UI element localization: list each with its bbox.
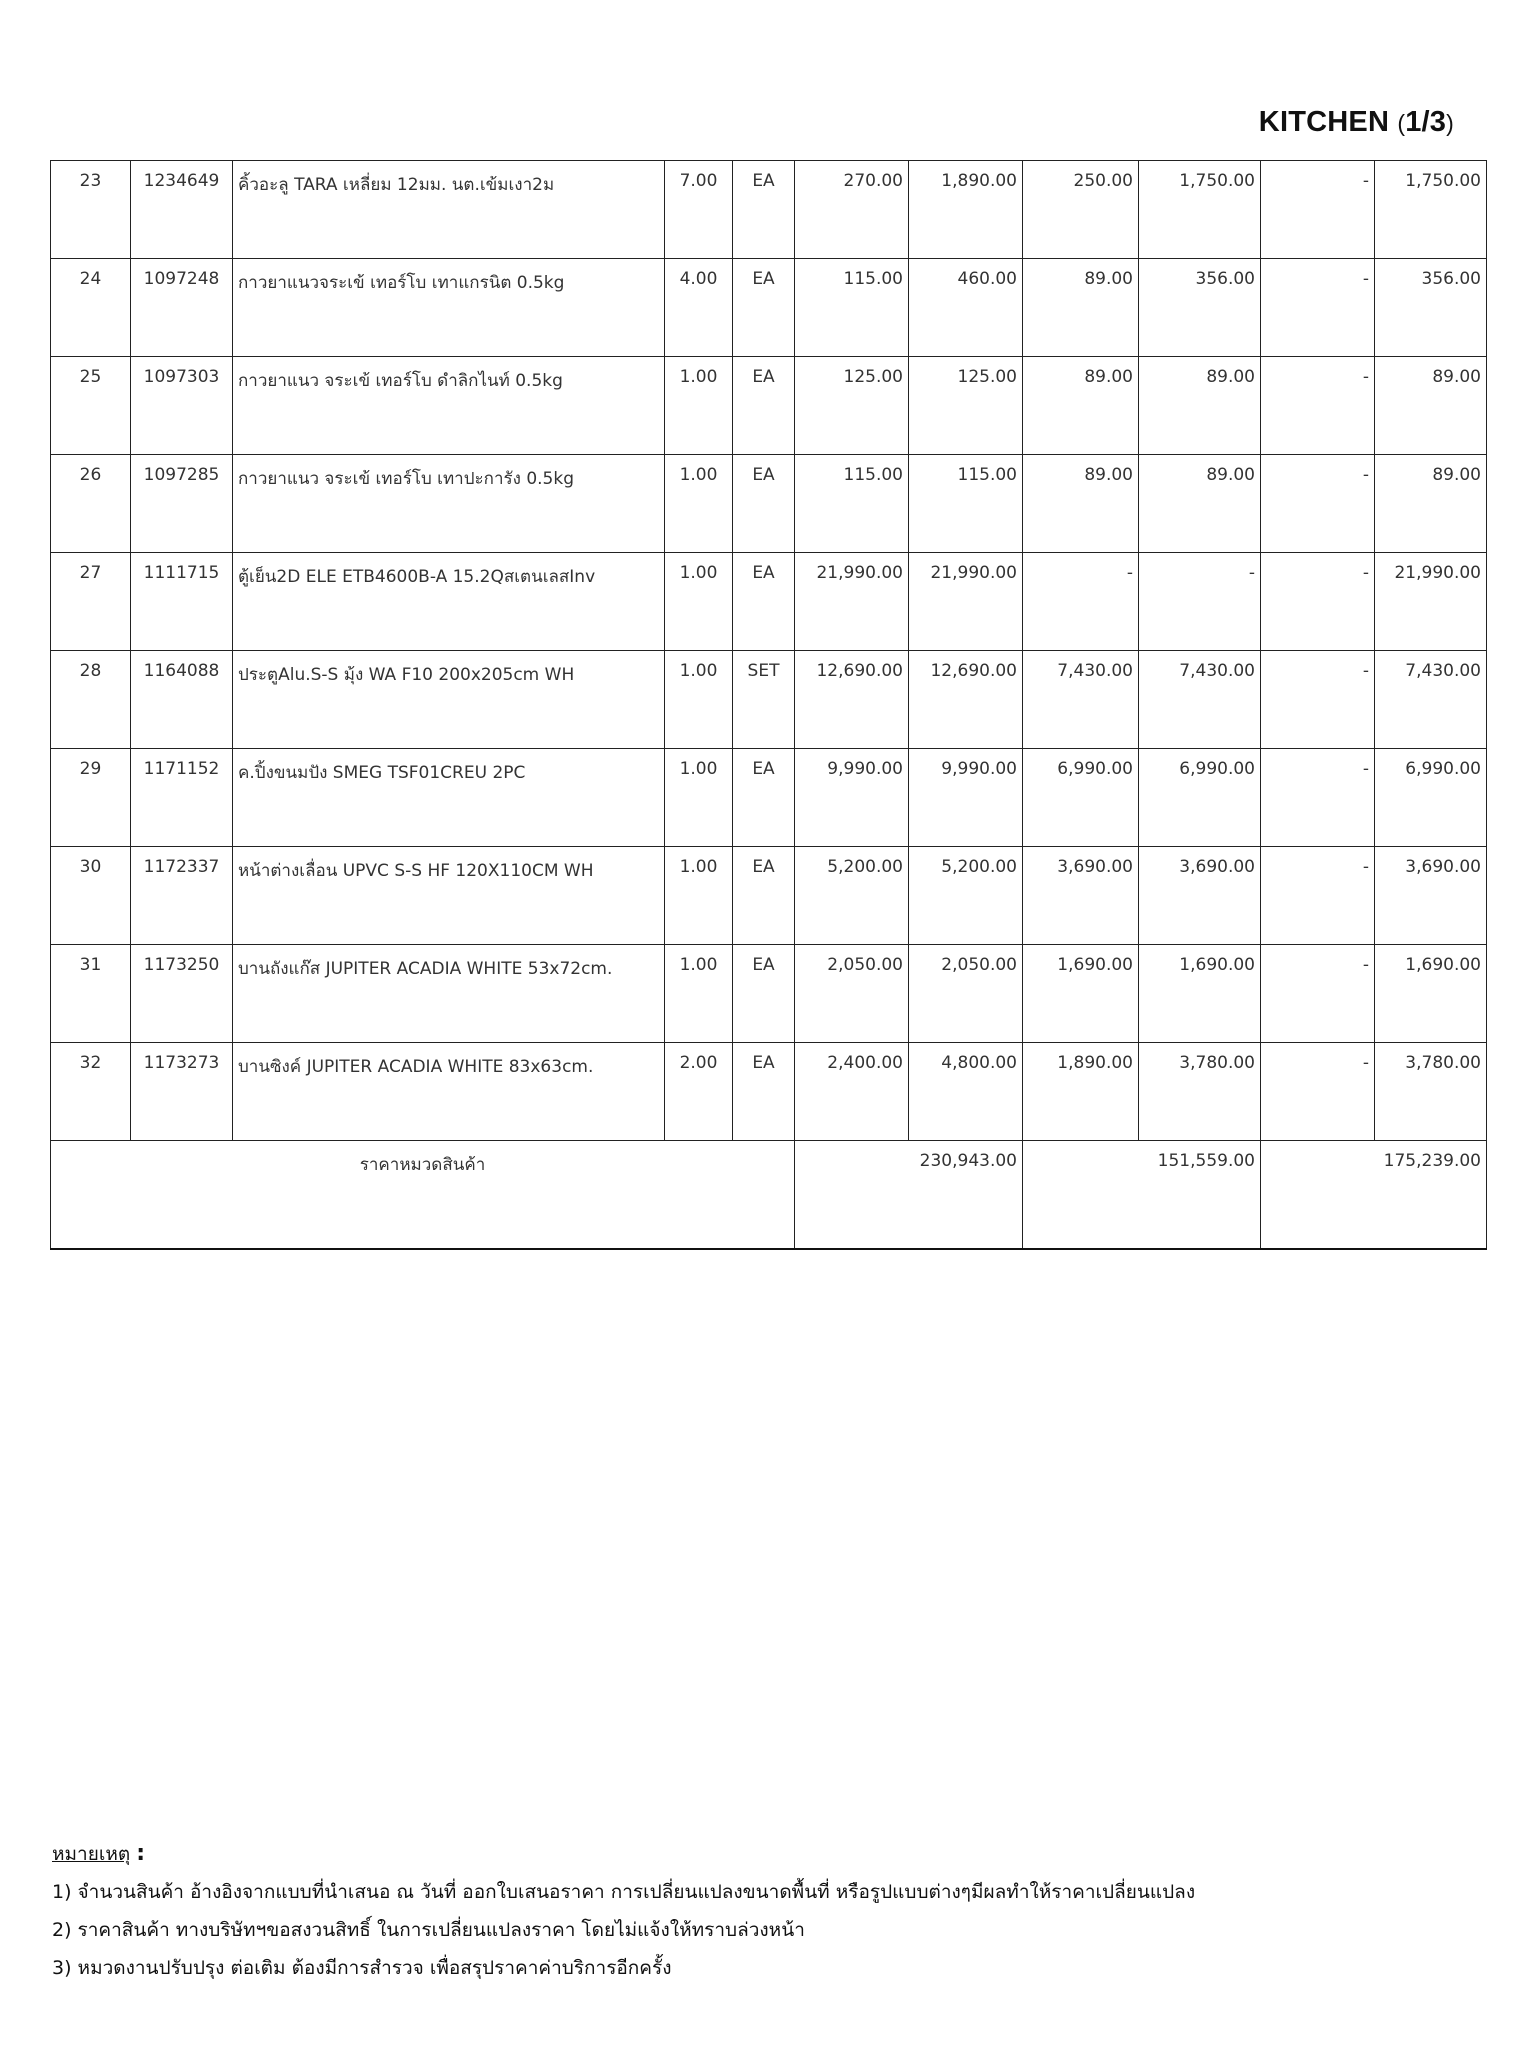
item-qty: 1.00 (665, 847, 733, 945)
items-table (50, 160, 1487, 1250)
amount: 125.00 (909, 357, 1023, 455)
item-code: 1173273 (131, 1043, 233, 1141)
item-qty: 1.00 (665, 455, 733, 553)
item-unit: EA (733, 161, 795, 259)
page-indicator: 1/3 (1405, 106, 1447, 138)
extra: - (1261, 259, 1375, 357)
section-title: KITCHEN (1258, 106, 1390, 138)
amount: 2,050.00 (909, 945, 1023, 1043)
item-code: 1097248 (131, 259, 233, 357)
item-code: 1172337 (131, 847, 233, 945)
item-description: กาวยาแนว จระเข้ เทอร์โบ ดำลิกไนท์ 0.5kg (233, 357, 665, 455)
total-label: ราคาหมวดสินค้า (51, 1141, 795, 1249)
amount: 5,200.00 (909, 847, 1023, 945)
discount-price: 89.00 (1023, 357, 1139, 455)
unit-price: 12,690.00 (795, 651, 909, 749)
discount-price: 1,690.00 (1023, 945, 1139, 1043)
item-qty: 2.00 (665, 1043, 733, 1141)
net-amount: 1,750.00 (1375, 161, 1487, 259)
unit-price: 115.00 (795, 455, 909, 553)
item-no: 30 (51, 847, 131, 945)
item-unit: EA (733, 749, 795, 847)
item-unit: EA (733, 847, 795, 945)
remarks-colon: : (136, 1841, 146, 1866)
table-row (51, 1043, 1487, 1141)
item-code: 1097285 (131, 455, 233, 553)
table-row (51, 945, 1487, 1043)
item-description: กาวยาแนวจระเข้ เทอร์โบ เทาแกรนิต 0.5kg (233, 259, 665, 357)
amount: 21,990.00 (909, 553, 1023, 651)
discount-amount: 3,690.00 (1139, 847, 1261, 945)
extra: - (1261, 357, 1375, 455)
net-amount: 89.00 (1375, 455, 1487, 553)
table-row (51, 161, 1487, 259)
discount-price: 3,690.00 (1023, 847, 1139, 945)
total-row (51, 1141, 1487, 1249)
item-code: 1171152 (131, 749, 233, 847)
item-qty: 1.00 (665, 945, 733, 1043)
extra: - (1261, 847, 1375, 945)
extra: - (1261, 945, 1375, 1043)
unit-price: 270.00 (795, 161, 909, 259)
item-description: บานถังแก๊ส JUPITER ACADIA WHITE 53x72cm. (233, 945, 665, 1043)
discount-price: 250.00 (1023, 161, 1139, 259)
items-table-body (51, 161, 1487, 1141)
unit-price: 2,400.00 (795, 1043, 909, 1141)
item-qty: 1.00 (665, 651, 733, 749)
item-no: 26 (51, 455, 131, 553)
item-description: ตู้เย็น2D ELE ETB4600B-A 15.2QสเตนเลสInv (233, 553, 665, 651)
discount-price: 7,430.00 (1023, 651, 1139, 749)
item-code: 1234649 (131, 161, 233, 259)
remark-line-2: 2) ราคาสินค้า ทางบริษัทฯขอสงวนสิทธิ์ ในการเปลี่ยนแปลงราคา โดยไม่แจ้งให้ทราบล่วงหน้า (52, 1919, 805, 1941)
net-amount: 3,780.00 (1375, 1043, 1487, 1141)
discount-amount: 356.00 (1139, 259, 1261, 357)
item-unit: EA (733, 553, 795, 651)
extra: - (1261, 161, 1375, 259)
discount-price: 1,890.00 (1023, 1043, 1139, 1141)
net-amount: 21,990.00 (1375, 553, 1487, 651)
discount-amount: 6,990.00 (1139, 749, 1261, 847)
item-unit: EA (733, 259, 795, 357)
discount-amount: 1,750.00 (1139, 161, 1261, 259)
discount-amount: 1,690.00 (1139, 945, 1261, 1043)
item-no: 23 (51, 161, 131, 259)
item-no: 29 (51, 749, 131, 847)
item-no: 28 (51, 651, 131, 749)
total-sum-a: 230,943.00 (795, 1141, 1023, 1249)
item-code: 1173250 (131, 945, 233, 1043)
discount-amount: 89.00 (1139, 357, 1261, 455)
total-sum-c: 175,239.00 (1261, 1141, 1487, 1249)
item-unit: EA (733, 455, 795, 553)
item-unit: SET (733, 651, 795, 749)
table-row (51, 259, 1487, 357)
item-description: ค.ปิ้งขนมปัง SMEG TSF01CREU 2PC (233, 749, 665, 847)
table-row (51, 455, 1487, 553)
item-description: บานซิงค์ JUPITER ACADIA WHITE 83x63cm. (233, 1043, 665, 1141)
amount: 9,990.00 (909, 749, 1023, 847)
unit-price: 125.00 (795, 357, 909, 455)
discount-amount: 3,780.00 (1139, 1043, 1261, 1141)
net-amount: 3,690.00 (1375, 847, 1487, 945)
item-no: 24 (51, 259, 131, 357)
amount: 115.00 (909, 455, 1023, 553)
paren-open: ( (1397, 110, 1406, 136)
remarks-header (52, 1841, 1195, 1867)
section-heading (1259, 106, 1454, 139)
amount: 12,690.00 (909, 651, 1023, 749)
extra: - (1261, 455, 1375, 553)
remark-line-1: 1) จำนวนสินค้า อ้างอิงจากแบบที่นำเสนอ ณ วันที่ ออกใบเสนอราคา การเปลี่ยนแปลงขนาดพื้นที่ หรือรูปแบบต่างๆมีผลทำให้ราคาเปลี่ยนแปลง (52, 1881, 1196, 1903)
net-amount: 6,990.00 (1375, 749, 1487, 847)
table-row (51, 553, 1487, 651)
item-qty: 1.00 (665, 553, 733, 651)
discount-amount: - (1139, 553, 1261, 651)
item-unit: EA (733, 357, 795, 455)
table-row (51, 651, 1487, 749)
extra: - (1261, 651, 1375, 749)
unit-price: 115.00 (795, 259, 909, 357)
discount-amount: 89.00 (1139, 455, 1261, 553)
net-amount: 1,690.00 (1375, 945, 1487, 1043)
item-qty: 1.00 (665, 357, 733, 455)
item-description: ประตูAlu.S-S มุ้ง WA F10 200x205cm WH (233, 651, 665, 749)
discount-amount: 7,430.00 (1139, 651, 1261, 749)
remarks-title: หมายเหตุ (52, 1843, 131, 1865)
paren-close: ) (1446, 110, 1454, 136)
item-qty: 4.00 (665, 259, 733, 357)
total-sum-b: 151,559.00 (1023, 1141, 1261, 1249)
extra: - (1261, 749, 1375, 847)
item-code: 1111715 (131, 553, 233, 651)
item-qty: 1.00 (665, 749, 733, 847)
item-unit: EA (733, 1043, 795, 1141)
discount-price: 6,990.00 (1023, 749, 1139, 847)
item-description: หน้าต่างเลื่อน UPVC S-S HF 120X110CM WH (233, 847, 665, 945)
item-no: 25 (51, 357, 131, 455)
item-no: 31 (51, 945, 131, 1043)
item-code: 1164088 (131, 651, 233, 749)
unit-price: 5,200.00 (795, 847, 909, 945)
table-row (51, 357, 1487, 455)
item-qty: 7.00 (665, 161, 733, 259)
extra: - (1261, 553, 1375, 651)
discount-price: 89.00 (1023, 455, 1139, 553)
item-no: 32 (51, 1043, 131, 1141)
table-row (51, 749, 1487, 847)
item-code: 1097303 (131, 357, 233, 455)
amount: 1,890.00 (909, 161, 1023, 259)
extra: - (1261, 1043, 1375, 1141)
remarks (52, 1841, 1195, 1981)
item-description: กาวยาแนว จระเข้ เทอร์โบ เทาปะการัง 0.5kg (233, 455, 665, 553)
item-description: คิ้วอะลู TARA เหลี่ยม 12มม. นต.เข้มเงา2ม (233, 161, 665, 259)
unit-price: 2,050.00 (795, 945, 909, 1043)
net-amount: 89.00 (1375, 357, 1487, 455)
discount-price: 89.00 (1023, 259, 1139, 357)
item-unit: EA (733, 945, 795, 1043)
item-no: 27 (51, 553, 131, 651)
table-row (51, 847, 1487, 945)
discount-price: - (1023, 553, 1139, 651)
remark-line-3: 3) หมวดงานปรับปรุง ต่อเติม ต้องมีการสำรวจ เพื่อสรุปราคาค่าบริการอีกครั้ง (52, 1957, 672, 1979)
amount: 460.00 (909, 259, 1023, 357)
net-amount: 7,430.00 (1375, 651, 1487, 749)
unit-price: 21,990.00 (795, 553, 909, 651)
amount: 4,800.00 (909, 1043, 1023, 1141)
net-amount: 356.00 (1375, 259, 1487, 357)
unit-price: 9,990.00 (795, 749, 909, 847)
